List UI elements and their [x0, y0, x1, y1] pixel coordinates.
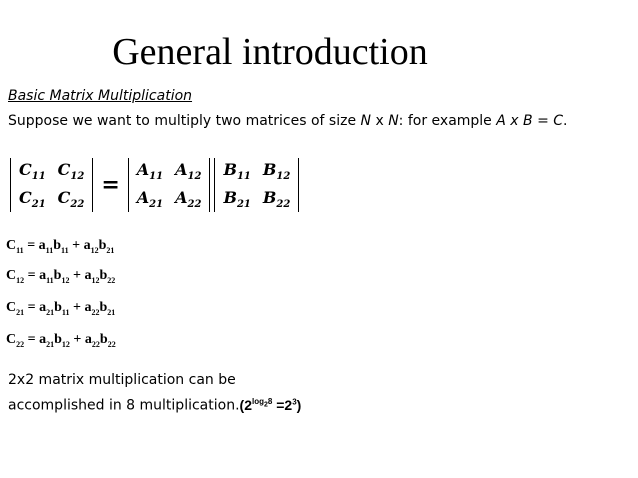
note-line: 2x2 matrix multiplication can be — [8, 372, 236, 388]
note-power: $(2^{log_28} =2^3)$ — [239, 396, 302, 413]
matrix-entry: $B_{11}$ — [223, 160, 251, 183]
formula-line: $C_{12} = a_{11}b_{12} + a_{12}b_{22}$ — [6, 268, 116, 285]
matrix-entry: $B_{21}$ — [223, 188, 251, 211]
matrix-entry: $C_{22}$ — [57, 188, 85, 211]
intro-text — [8, 113, 567, 129]
matrix-c — [10, 158, 93, 212]
intro-part: : for example — [398, 113, 497, 129]
matrix-entry: $C_{21}$ — [19, 188, 46, 211]
intro-part: . — [563, 113, 568, 129]
intro-var: N — [388, 113, 399, 129]
matrix-entry: $C_{11}$ — [19, 160, 46, 183]
matrix-b — [214, 158, 299, 212]
matrix-entry: $C_{12}$ — [57, 160, 85, 183]
subtitle: Basic Matrix Multiplication — [8, 88, 193, 104]
intro-var: N — [360, 113, 371, 129]
note-text — [8, 370, 301, 417]
intro-part: Suppose we want to multiply two matrices of size — [8, 113, 361, 129]
intro-example: A x B = C — [496, 113, 564, 129]
matrix-a — [128, 158, 211, 212]
intro-part: x — [371, 113, 389, 129]
matrix-entry: $A_{22}$ — [175, 188, 202, 211]
matrix-entry: $A_{21}$ — [136, 188, 164, 211]
matrix-entry: $A_{12}$ — [175, 160, 202, 183]
slide-title: General introduction — [112, 31, 428, 73]
matrix-entry: $B_{22}$ — [262, 188, 291, 211]
equals-sign: = — [101, 172, 120, 199]
formula-line: $C_{11} = a_{11}b_{11} + a_{12}b_{21}$ — [6, 238, 115, 255]
matrix-entry: $A_{11}$ — [136, 160, 164, 183]
formula-line: $C_{22} = a_{21}b_{12} + a_{22}b_{22}$ — [6, 332, 116, 349]
note-line — [8, 391, 301, 417]
formula-line: $C_{21} = a_{21}b_{11} + a_{22}b_{21}$ — [6, 300, 116, 317]
note-line-text: accomplished in 8 multiplication. — [8, 397, 240, 414]
matrix-entry: $B_{12}$ — [262, 160, 291, 183]
matrix-equation — [10, 158, 299, 212]
